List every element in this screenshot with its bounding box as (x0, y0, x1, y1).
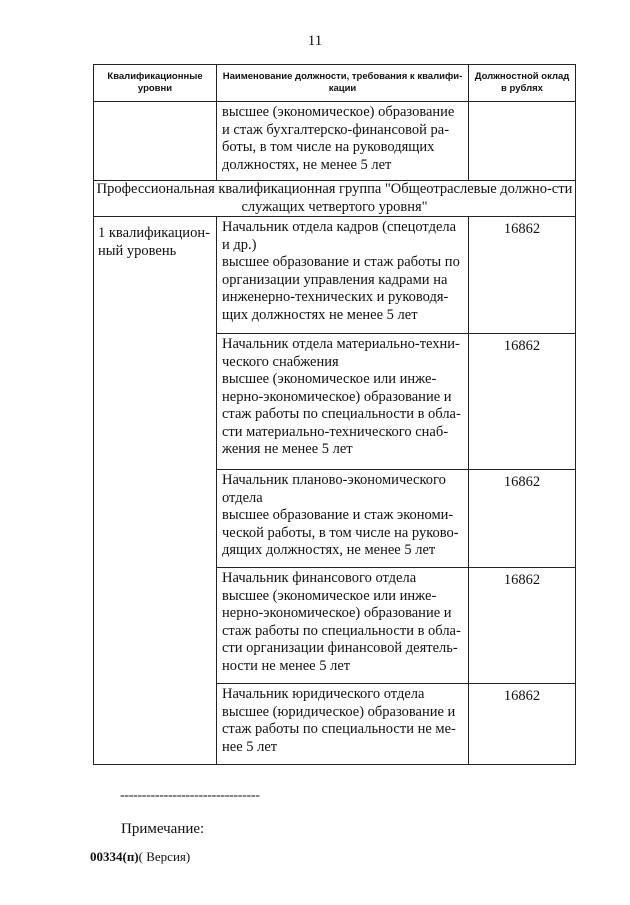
header-salary: Должностной оклад в рублях (469, 65, 576, 102)
position-requirements: высшее образование и стаж работы по организации управления кадрами на инженерно-технических и руководя-щих должностях не менее 5 лет (222, 254, 460, 323)
document-version (90, 849, 190, 865)
note-label: Примечание: (121, 821, 205, 837)
header-position-name: Наименование должности, требования к квалифи-кации (217, 65, 469, 102)
position-requirements: высшее образование и стаж экономи-ческой работы, в том числе на руково-дящих должностях, не менее 5 лет (222, 507, 459, 558)
version-label: ( Версия) (138, 849, 191, 864)
page-number: 11 (307, 33, 323, 49)
header-qualification-levels: Квалификационные уровни (94, 65, 217, 102)
position-cell (217, 334, 469, 470)
continuation-text: высшее (экономическое) образование и стаж бухгалтерско-финансовой ра-боты, в том числе на руководящих должностях, не менее 5 лет (217, 102, 469, 181)
table-row (94, 102, 576, 181)
salary-value: 16862 (469, 568, 576, 684)
position-title: Начальник финансового отдела (222, 570, 417, 586)
empty-cell (469, 102, 576, 181)
table-row (94, 217, 576, 334)
position-title: Начальник отдела кадров (спецотдела и др.) (222, 219, 457, 253)
position-cell (217, 684, 469, 765)
empty-cell (94, 102, 217, 181)
salary-value: 16862 (469, 470, 576, 568)
salary-value: 16862 (469, 217, 576, 334)
salary-value: 16862 (469, 684, 576, 765)
position-cell (217, 568, 469, 684)
position-title: Начальник отдела материально-техни-ческого снабжения (222, 336, 460, 370)
position-title: Начальник юридического отдела (222, 686, 425, 702)
qualification-level: 1 квалификацион-ный уровень (94, 217, 217, 765)
position-cell (217, 470, 469, 568)
position-requirements: высшее (экономическое или инже-нерно-экономическое) образование и стаж работы по специальности в обла-сти организации финансовой деятель-ности не менее 5 лет (222, 587, 461, 674)
doc-code: 00334(п) (90, 849, 139, 864)
position-title: Начальник планово-экономического отдела (222, 472, 446, 506)
salary-value: 16862 (469, 334, 576, 470)
table-header-row (94, 65, 576, 102)
group-row (94, 181, 576, 217)
position-requirements: высшее (экономическое или инже-нерно-экономическое) образование и стаж работы по специальности в обла-сти материально-технического снаб-жения не менее 5 лет (222, 371, 461, 457)
group-title: Профессиональная квалификационная группа "Общеотраслевые должно-сти служащих четвертого уровня" (94, 181, 576, 217)
position-requirements: высшее (юридическое) образование и стаж работы по специальности не ме-нее 5 лет (222, 703, 456, 755)
position-cell (217, 217, 469, 334)
footnote-separator: -------------------------------- (120, 788, 260, 803)
salary-table (93, 64, 576, 765)
